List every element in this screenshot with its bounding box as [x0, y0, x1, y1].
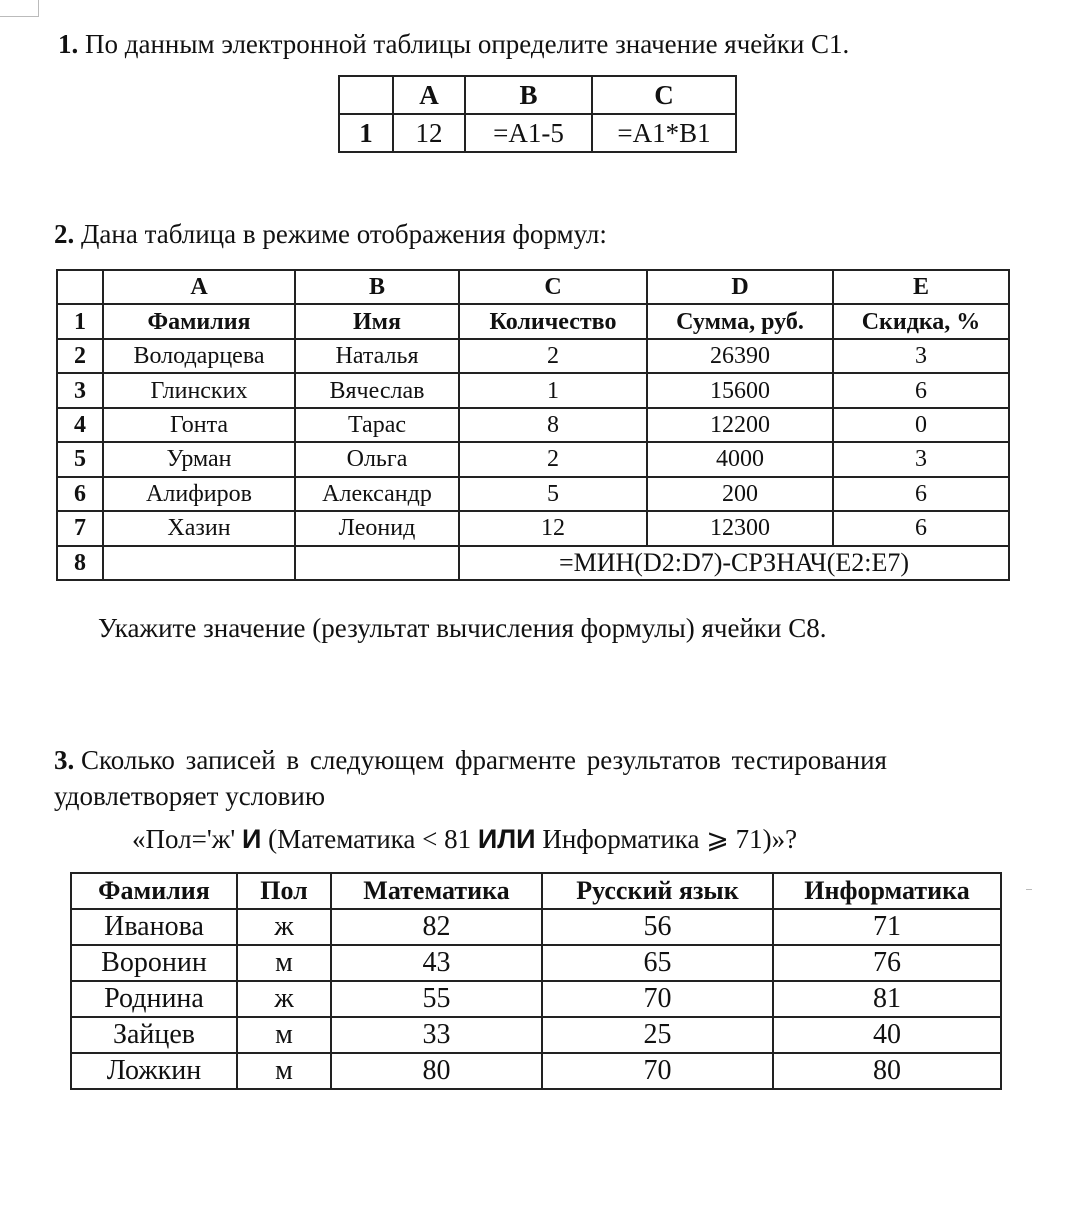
column-header-c: C: [459, 270, 647, 304]
column-header-informatics: Информатика: [773, 873, 1001, 909]
table-cell: 80: [331, 1053, 542, 1089]
table-cell: Александр: [295, 477, 459, 511]
table-cell: Воронин: [71, 945, 237, 981]
table-cell: Фамилия: [103, 304, 295, 338]
table-cell: 81: [773, 981, 1001, 1017]
table-row: [339, 114, 736, 152]
column-header-russian: Русский язык: [542, 873, 773, 909]
table-row: [57, 339, 1009, 373]
table-cell: Глинских: [103, 373, 295, 407]
row-number: 4: [57, 408, 103, 442]
column-header-b: B: [295, 270, 459, 304]
table-cell: [295, 546, 459, 581]
table-cell: Гонта: [103, 408, 295, 442]
table-cell: м: [237, 1017, 331, 1053]
table-header-row: [71, 873, 1001, 909]
table-cell: 2: [459, 339, 647, 373]
table-cell: Роднина: [71, 981, 237, 1017]
table-cell: 0: [833, 408, 1009, 442]
question-2-table: [56, 269, 1010, 581]
condition-part2: (Математика < 81: [268, 824, 472, 854]
corner-cell: [57, 270, 103, 304]
table-row: [57, 373, 1009, 407]
table-row: [71, 981, 1001, 1017]
question-2-text: Дана таблица в режиме отображения формул:: [81, 219, 607, 249]
table-cell: Алифиров: [103, 477, 295, 511]
table-cell: 71: [773, 909, 1001, 945]
table-cell: Ольга: [295, 442, 459, 476]
column-header-e: E: [833, 270, 1009, 304]
cell-b1: =A1-5: [465, 114, 592, 152]
table-cell: 65: [542, 945, 773, 981]
column-header-a: A: [103, 270, 295, 304]
table-cell: 4000: [647, 442, 833, 476]
table-cell: Наталья: [295, 339, 459, 373]
page-corner-mark: [0, 0, 39, 17]
row-number: 1: [57, 304, 103, 338]
table-row: [57, 408, 1009, 442]
question-3-condition: [132, 824, 797, 855]
table-cell: Количество: [459, 304, 647, 338]
table-cell: 12300: [647, 511, 833, 545]
table-cell: Володарцева: [103, 339, 295, 373]
table-cell: 40: [773, 1017, 1001, 1053]
condition-part1: «Пол='ж': [132, 824, 236, 854]
table-cell: 33: [331, 1017, 542, 1053]
table-row: [71, 945, 1001, 981]
question-3-text-line2: удовлетворяет условию: [54, 781, 326, 811]
table-row: [71, 1053, 1001, 1089]
column-header-math: Математика: [331, 873, 542, 909]
table-cell: Хазин: [103, 511, 295, 545]
column-header-c: C: [592, 76, 736, 114]
condition-part3: Информатика ⩾ 71)»?: [542, 824, 798, 854]
question-3: [54, 744, 887, 776]
column-header-surname: Фамилия: [71, 873, 237, 909]
table-cell: 25: [542, 1017, 773, 1053]
table-row: [57, 304, 1009, 338]
table-cell: 5: [459, 477, 647, 511]
table-cell: 1: [459, 373, 647, 407]
row-number: 6: [57, 477, 103, 511]
table-cell: [103, 546, 295, 581]
cell-a1: 12: [393, 114, 465, 152]
margin-dash: [1026, 889, 1032, 890]
table-cell: 80: [773, 1053, 1001, 1089]
question-3-text-line1: Сколько записей в следующем фрагменте результатов тестирования: [81, 745, 887, 775]
row-number: 3: [57, 373, 103, 407]
table-cell: 6: [833, 477, 1009, 511]
table-cell: 82: [331, 909, 542, 945]
condition-and: И: [241, 824, 262, 854]
table-cell: Тарас: [295, 408, 459, 442]
column-header-sex: Пол: [237, 873, 331, 909]
row-number: 5: [57, 442, 103, 476]
table-row: [71, 909, 1001, 945]
table-cell: 3: [833, 442, 1009, 476]
table-cell: Ложкин: [71, 1053, 237, 1089]
column-header-a: A: [393, 76, 465, 114]
table-cell: Иванова: [71, 909, 237, 945]
question-3-number: 3.: [54, 745, 75, 775]
table-cell: 70: [542, 1053, 773, 1089]
table-cell: Имя: [295, 304, 459, 338]
question-1-text: По данным электронной таблицы определите значение ячейки C1.: [85, 29, 850, 59]
table-row: [57, 442, 1009, 476]
table-cell: 12: [459, 511, 647, 545]
table-cell: м: [237, 945, 331, 981]
table-row: [57, 477, 1009, 511]
corner-cell: [339, 76, 393, 114]
table-cell: 43: [331, 945, 542, 981]
table-header-row: [339, 76, 736, 114]
table-cell: 12200: [647, 408, 833, 442]
table-cell: 56: [542, 909, 773, 945]
column-header-b: B: [465, 76, 592, 114]
table-cell: Вячеслав: [295, 373, 459, 407]
table-cell: 15600: [647, 373, 833, 407]
table-cell: Зайцев: [71, 1017, 237, 1053]
row-number: 1: [339, 114, 393, 152]
question-3-table: [70, 872, 1002, 1090]
table-cell: Леонид: [295, 511, 459, 545]
question-2: [54, 218, 607, 250]
table-cell: 2: [459, 442, 647, 476]
table-cell: Урман: [103, 442, 295, 476]
table-cell: ж: [237, 909, 331, 945]
table-cell: 70: [542, 981, 773, 1017]
table-cell: Сумма, руб.: [647, 304, 833, 338]
row-number: 2: [57, 339, 103, 373]
table-row: [57, 546, 1009, 581]
table-cell: 8: [459, 408, 647, 442]
table-cell: Скидка, %: [833, 304, 1009, 338]
column-header-d: D: [647, 270, 833, 304]
question-1-number: 1.: [58, 29, 79, 59]
question-2-number: 2.: [54, 219, 75, 249]
question-2-task: Укажите значение (результат вычисления формулы) ячейки C8.: [98, 613, 827, 643]
condition-or: ИЛИ: [477, 824, 536, 854]
table-cell: ж: [237, 981, 331, 1017]
table-cell: 6: [833, 373, 1009, 407]
table-cell: 200: [647, 477, 833, 511]
table-cell: 26390: [647, 339, 833, 373]
formula-cell-c8: =МИН(D2:D7)-СРЗНАЧ(E2:E7): [459, 546, 1009, 581]
question-1: [58, 28, 849, 60]
row-number: 8: [57, 546, 103, 581]
cell-c1: =A1*B1: [592, 114, 736, 152]
table-row: [71, 1017, 1001, 1053]
table-cell: 76: [773, 945, 1001, 981]
table-row: [57, 511, 1009, 545]
table-header-row: [57, 270, 1009, 304]
row-number: 7: [57, 511, 103, 545]
table-cell: 55: [331, 981, 542, 1017]
table-cell: 6: [833, 511, 1009, 545]
table-cell: 3: [833, 339, 1009, 373]
question-1-table: [338, 75, 737, 153]
table-cell: м: [237, 1053, 331, 1089]
